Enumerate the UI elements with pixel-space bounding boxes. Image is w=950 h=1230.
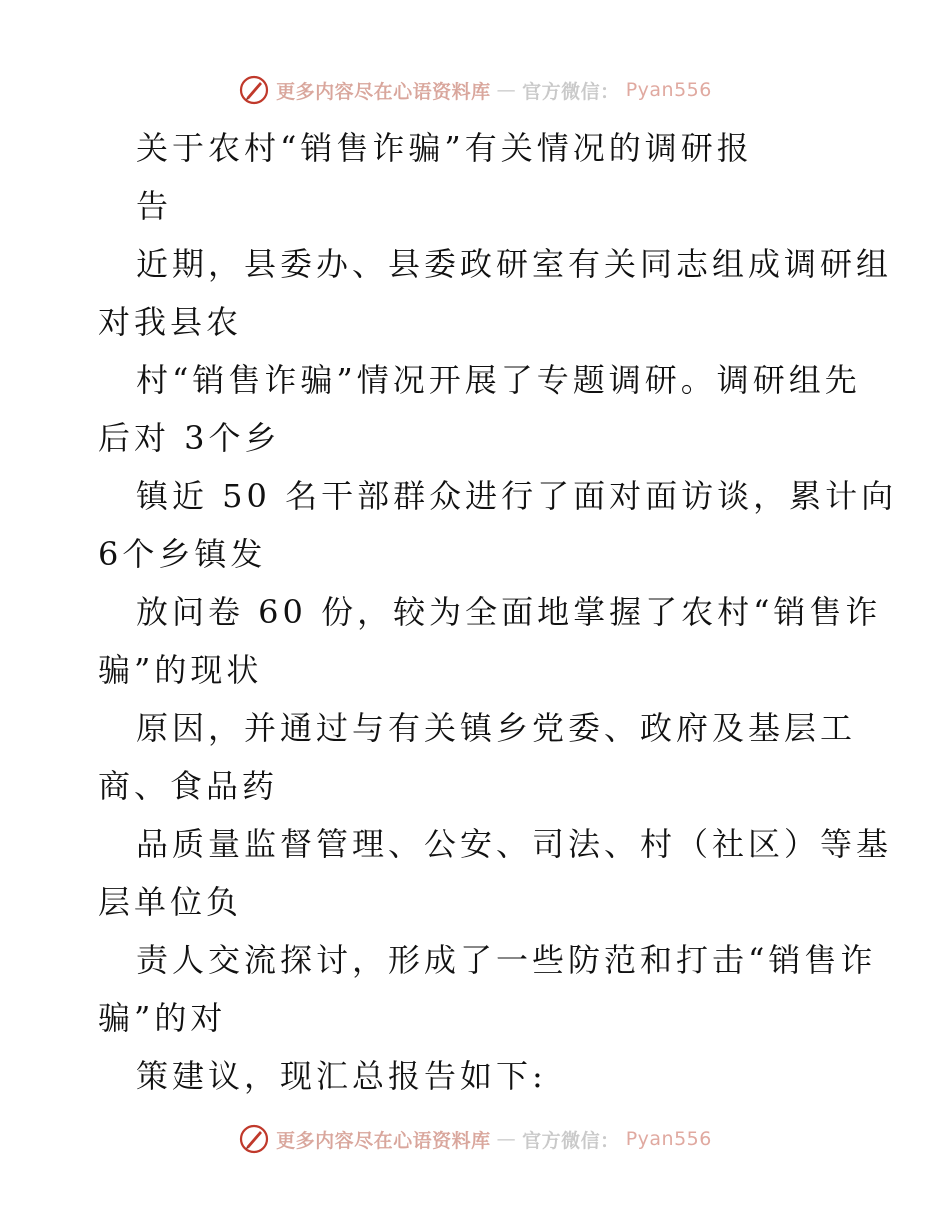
quill-logo-icon [238, 1123, 270, 1155]
paragraph-line: 后对 3个乡 [98, 419, 281, 457]
watermark-official-label: 官方微信： [522, 1129, 620, 1152]
watermark-brand: 更多内容尽在心语资料库 [276, 80, 491, 103]
paragraph-line: 村“销售诈骗”情况开展了专题调研。调研组先 [136, 361, 861, 399]
watermark-brand: 更多内容尽在心语资料库 [276, 1129, 491, 1152]
watermark-wechat-id: Pyan556 [625, 79, 712, 101]
paragraph-line: 层单位负 [98, 883, 243, 921]
paragraph-line: 对我县农 [98, 303, 243, 341]
paragraph-line: 骗”的对 [98, 999, 227, 1037]
paragraph-line: 品质量监督管理、公安、司法、村（社区）等基 [136, 825, 893, 863]
paragraph-line: 6个乡镇发 [98, 535, 267, 573]
quill-logo-icon [238, 74, 270, 106]
watermark-official-label: 官方微信： [522, 80, 620, 103]
paragraph-line: 骗”的现状 [98, 651, 263, 689]
paragraph-line: 镇近 50 名干部群众进行了面对面访谈，累计向 [136, 477, 898, 515]
watermark-dash: — [496, 79, 517, 101]
paragraph-line: 原因，并通过与有关镇乡党委、政府及基层工 [136, 709, 857, 747]
paragraph-line: 策建议，现汇总报告如下: [136, 1057, 547, 1095]
paragraph-line: 商、食品药 [98, 767, 279, 805]
footer-watermark [0, 1119, 950, 1159]
watermark-dash: — [496, 1128, 517, 1150]
paragraph-line: 责人交流探讨，形成了一些防范和打击“销售诈 [136, 941, 877, 979]
header-watermark [0, 70, 950, 110]
watermark-wechat-id: Pyan556 [625, 1128, 712, 1150]
paragraph-line: 放问卷 60 份，较为全面地掌握了农村“销售诈 [136, 593, 882, 631]
paragraph-line: 近期，县委办、县委政研室有关同志组成调研组 [136, 245, 893, 283]
document-title-continued: 告 [136, 187, 173, 225]
document-title: 关于农村“销售诈骗”有关情况的调研报 [136, 129, 753, 167]
